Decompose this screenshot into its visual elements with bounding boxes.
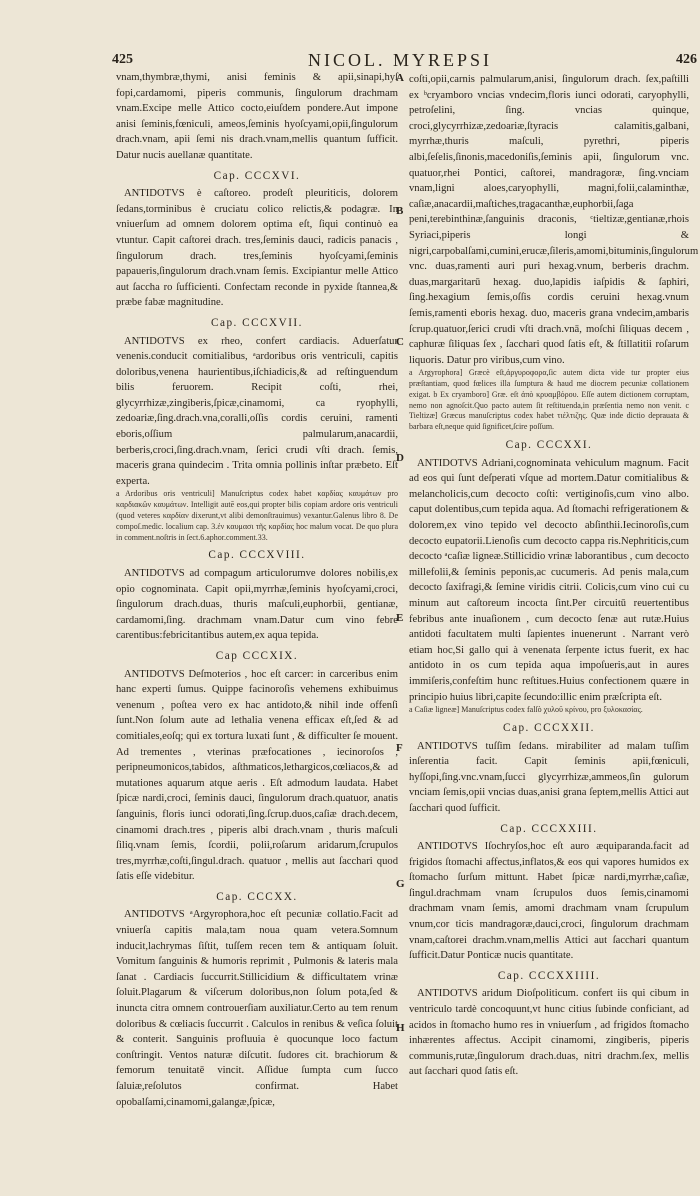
left-paragraph: ANTIDOTVS è caſtoreo. prodeſt pleuriticis, dolorem ſedans,torminibus è cruciatu colico relictis,& podagræ. In vniuerſum ad omnem dolorem optima eſt, ſiqui continuò ea vtuntur. Capit caſtorei drach. tres,ſeminis dauci, radicis panacis , ſingulorum drach. tres,ſeminis hyoſcyami,ſeminis papaueris,ſingulorum drach.vnam ſemis. Excipiantur melle Attico aut ſaccha ro ſufficienti. Confectam reconde in pyxide ſtannea,& præbe fabæ magnitudine.	[116, 188, 398, 309]
left-paragraph: ANTIDOTVS Deſmoterios , hoc eſt carcer: in carceribus enim hanc experti ſumus. Quippe facinoroſis vehemens exhibuimus venenum , poſtea vero ex hac antidoto,& nihil inde offenſi ſunt.Non ſolum aute ad lethalia venena efficax eſt,ſed & ad comitiales,eoſq; qui ex tortura luxati ſunt , & difficulter ſe mouent. Ad trementes , vterinas præfocationes , iecinoroſos , peripneumonicos,tabidos, aſthmaticos,lethargicos,cœliacos,& ad mutationes aquarum atque aeris . Eſt admodum laudata. Habet ſpicæ nardi,croci, ſeminis dauci, ſingulorum drach.quatuor, anatis ſanguinis, floris iunci odorati,ſing.ſcrup.duos,caſiæ drach.decem, cinamomi drach.tres , piperis albi drach.vnam , thuris maſculi ſiliq.vnam ſemis, ſcordii, polii,roſarum aridarum,ſcrupulos tres,myrrhæ,coſti,ſingul.drach. quatuor , mellis aut ſacchari quod ſatis eſſe videbitur.	[116, 668, 398, 883]
right-paragraph: ANTIDOTVS aridum Dioſpoliticum. confert iis qui cibum in ventriculo tardè concoquunt,vt hunc citius ſubinde conficiant, ad acidos in ſtomacho humo res in vniuerſum , ad frigidos ſtomacho inhærentes affectus. Accipit cinamomi, zingiberis, piperis communis,rutæ,ſingulorum drach.duas, nitri drachm.ſex, mellis aut ſacchari quod ſatis eſt.	[409, 988, 689, 1078]
margin-letter-f: F	[396, 742, 403, 754]
right-paragraph: ANTIDOTVS tuſſim ſedans. mirabiliter ad malam tuſſim inſerentia facit. Capit ſeminis apii,fœniculi, hyſſopi,ſing.vnc.vnam,ſucci glycyrrhizæ,ammeos,ſin gulorum vnciam ſemis,opii vncias duas,anisi grana ſeptem,mellis Attici aut ſacchari quod ſufficit.	[409, 740, 689, 814]
left-paragraph: ANTIDOTVS ex rheo, confert cardiacis. Aduerſatur venenis.conducit comitialibus, ᵃardoribus oris ventriculi, capitis doloribus,venena haurientibus,iſchiadicis,& ad reſtinguendum bilis feruorem. Recipit coſti, rhei, glycyrrhizæ,zingiberis,ſpicæ,cinamomi, ca ryophylli, zedoariæ,ſing.drach.vna,coralli,oſſis cordis ceruini, ramenti eboris,oſſium palmularum,anacardii, berberis,croci,ſing.drach.vnam, ſerici crudi vſti drach. ſemis, maceris grana quindecim . Trita omnia pollinis inſtar præbeto. Eſt experta.	[116, 335, 398, 487]
right-chapter-heading: Cap. CCCXXIIII.	[497, 969, 601, 982]
right-annotation-note: a Caſiæ ligneæ] Manuſcriptus codex falſò χυλοῦ κρίνου, pro ξυλοκασίας.	[409, 705, 643, 715]
right-paragraph: ANTIDOTVS Iſochryſos,hoc eſt auro æquiparanda.facit ad frigidos ſtomachi affectus,inflatos,& eos qui vapores humidos ex ſtomacho ſurſum mittunt. Habet ſpicæ nardi,myrrhæ,caſiæ, ſingul.drachmam vnam ſcrupulos duos ſemis,cinamomi drachmam vnam ſemis, amomi drachmam vnam ſcrupulum vnum,cor ticis mandragoræ,dauci,croci, ſingulorum drachmam vnam,caſtorei drachm.vnam,mellis Attici aut ſacchari quantum ſufficit.Datur Ponticæ nucis quantitate.	[409, 841, 689, 962]
right-chapter-heading: Cap. CCCXXI.	[505, 439, 593, 452]
left-chapter-heading: Cap. CCCXX.	[216, 890, 298, 903]
margin-letter-g: G	[396, 878, 405, 890]
right-annotation-note: a Argyrophora] Græcè eſt,ἀργυροφορα,ſic autem dicta vide tur propter eius præſtantiam, quod fœlices illa ſumptura & haud me diocrem pecuniæ collationem exigat. b Ex cryamboro] Græ. eſt ἀπὸ κρυαμβόρου. Eſſe autem dictionem corruptam, nemo non agnoſcit.Quo pacto autem ſit reſtituenda,in præſentia nemo non venit. c Tieltizæ] Græcus manuſcriptus codex habet τιέλτιζης. Quæ inde dictio deprauata & barbara eſt,neque quid ſignificet,ſcire poſſum.	[409, 368, 689, 432]
right-chapter-heading: Cap. CCCXXIII.	[500, 822, 598, 835]
running-head: NICOL. MYREPSI	[307, 50, 492, 70]
margin-letter-h: H	[396, 1022, 405, 1034]
right-column	[409, 72, 699, 1080]
left-paragraph: ANTIDOTVS ᵃArgyrophora,hoc eſt pecuniæ collatio.Facit ad vniuerſa capitis mala,tam noua quam vetera.Somnum inducit,lachrymas ſiſtit, tuſſem recen tem & antiquam ſoluit. Vomitum ſanguinis & humoris reprimit , Pulmonis & lateris mala ſanat . Cardiacis ſuccurrit.Stillicidium & difficultatem vrinæ ſoluit.Plagarum & viſcerum doloribus,non ſolum pota,ſed & inuncta citra omnem controuerſiam auxiliatur.Certo au tem renum doloribus & cœliacis ſuccurrit . Calculos in renibus & veſica ſoluit & conterit. Sanguinis profluuia è quocunque loco factum conſtringit. Ventos naturæ diſcutit. ſudores cit. brachiorum & femorum tenuitatē vincit. Aſſidue ſumpta cum ſucco ſaluiæ,reſolutos confirmat. Habet opobalſami,cinamomi,galangæ,ſpicæ,	[116, 909, 398, 1108]
page-number-right: 426	[676, 52, 697, 67]
left-paragraph: ANTIDOTVS ad compagum articulorumve dolores nobilis,ex opio cognominata. Capit opii,myrrhæ,ſeminis hyoſcyami,croci, ſingulorum drach.duas, thuris maſculi,euphorbii, gentianæ, cardamomi,ſing. drachmam vnam.Datur cum vino febre carentibus:febricitantibus autem,ex aqua tepida.	[116, 568, 398, 642]
left-chapter-heading: Cap. CCCXVII.	[211, 316, 303, 329]
page-number-left: 425	[112, 52, 133, 67]
left-column	[116, 70, 398, 1110]
left-chapter-heading: Cap CCCXIX.	[215, 649, 299, 662]
right-chapter-heading: Cap. CCCXXII.	[503, 721, 595, 734]
margin-letter-a: A	[396, 72, 404, 84]
margin-letter-c: C	[396, 336, 404, 348]
left-chapter-heading: Cap. CCCXVIII.	[208, 549, 306, 562]
left-paragraph: vnam,thymbræ,thymi, anisi feminis & apii,sinapi,hyſ fopi,cardamomi, piperis communis, ſingulorum drachmam vnam.Excipe melle Attico cocto,eiuſdem pondere.Aut impone anisi ſeminis,fœniculi, ameos,ſeminis hyoſcyami,opii,ſingulorum drach.vnam, apii ſemi nis drach.vnam,mellis quantum ſufficit. Datur nucis auellanæ quantitate.	[116, 72, 398, 161]
right-paragraph: coſti,opii,carnis palmularum,anisi, ſingulorum drach. ſex,paſtilli ex ᵇcryamboro vncias vndecim,floris iunci odorati, caryophylli, petroſelini, ſing. vncias quinque, croci,glycyrrhizæ,zedoariæ,ſtyracis calamitis,galbani, myrrhæ,thuris maſculi, pyrethri, piperis albi,ſeſelis,ſinonis,macedoniſis,ſeminis apii, ſingulorum vnc. quatuor,rhei Pontici, caſtorei, mandragoræ, ſing.vnciam vnam,ligni aloes,caryophylli, magni,folii,calaminthæ, caſiæ,anacardii,maſtiches,tragacanthæ,euphorbii,ſaga peni,terebinthinæ,ſanguinis draconis, ᶜtieltizæ,gentianæ,rhois Syriaci,piperis longi & nigri,carpobalſami,cuminì,erucæ,ſileris,amomi,bituminis,ſingulorum vnc. duas,ramenti auri puri hexag.vnum, berberis drachm. duas,margaritarū hexag. duo,lapidis iaſpidis & ſaphiri, ſing.hexagium ſemis,oſſis cordis ceruini hexag.vnum ſemis,ramenti eboris hexag. duo, maceris grana vndecim,ambaris ſcrup.quatuor,ſerici crudi vſti drach.vnā, moſchi ſiliquas decem , caphuræ ſiliquas ſex , ſacchari quod ſatis eſt, & ſtillatitii roſarum liquoris. Datur pro viribus,cum vino.	[409, 74, 699, 366]
margin-letter-e: E	[396, 612, 404, 624]
margin-letter-d: D	[396, 452, 404, 464]
left-chapter-heading: Cap. CCCXVI.	[213, 169, 301, 182]
left-annotation-note: a Ardoribus oris ventriculi] Manuſcriptus codex habet καρδίας καυμάτων pro καρδιακῶν καυμάτων. Intelligit autē eos,qui propter bilis copiam ardore oris ventriculi (quod veteres καρδίαν dixerunt,vt alibi demonſtrauimus) vexantur.Galenus libro 8. De compoſ.medic. localium cap. 3.ἐν καυμασι τῆς καρδίας hoc malum vocat. De quo plura in comment.noſtris in ſect.6.aphor.comment.33.	[116, 489, 398, 542]
right-paragraph: ANTIDOTVS Adriani,cognominata vehiculum magnum. Facit ad eos qui ſunt deſperati vſque ad mortem.Datur comitialibus & melancholicis,cum decocto coſti: vertiginoſis,cum vino albo. caput dolentibus,cum tepida aqua. Ad ſtomachi refrigerationem & dolorem,ex vino tepido vel decocto abſinthii.Iecinoroſis,cum decocto eupatorii.Lienoſis cum decocto cappa ris.Nephriticis,cum decocto ᵃcaſiæ ligneæ.Stillicidio vrinæ laborantibus , cum decocto millefolii,& ſeminis peponis,ac cucumeris. Ad penis mala,cum decocto ſaxifragi,& ſemine viridis citrii. Colicis,cum vino cui cu minum aut caſtoreum incocta ſint.Per circuitū reuertentibus febribus ante inuaſionem , cum decocto ſenæ aut rutæ.Huius antidoti facultatem multi ſapientes inuenerunt . Narrant verò etiam hoc,Si gallo qui à venenata ſerpente ictus fuerit, ex hac antidoto in os cum tepida aqua impoſueris,aut in aures immiſeris,confeſtim hunc reſtitues.Huius confectionem quære in principio huius libri,capite ſecundo:illic enim præſcripta eſt.	[409, 457, 689, 703]
margin-letter-b: B	[396, 205, 404, 217]
